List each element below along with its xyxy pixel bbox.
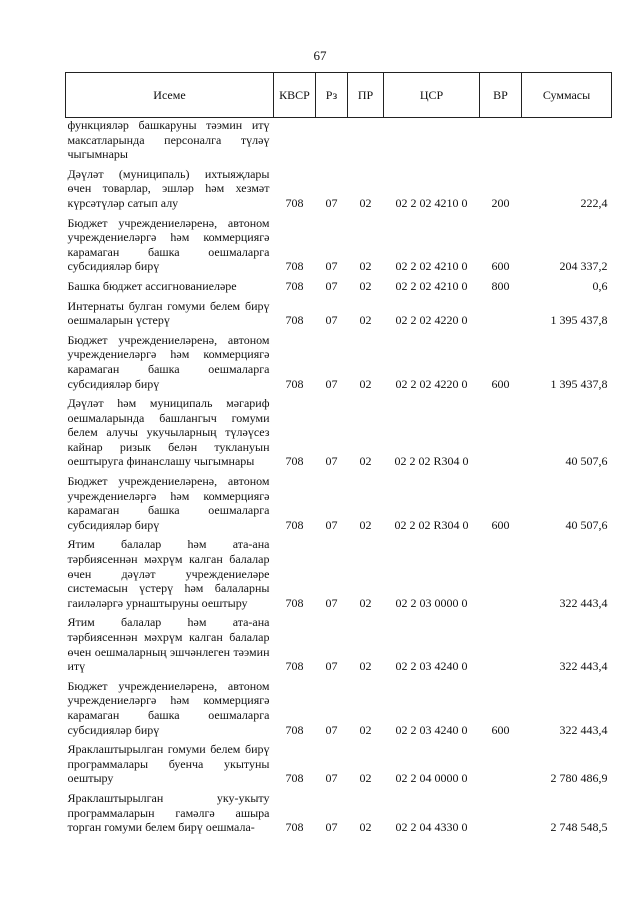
row-vr: 200 — [491, 195, 510, 210]
row-vr — [480, 613, 522, 676]
table-row — [66, 394, 612, 472]
row-kvsr — [274, 118, 316, 165]
row-rz: 07 — [325, 259, 338, 274]
col-header-rz: Рз — [316, 73, 348, 118]
row-name: Интернаты булган гомуми белем бирү оешмаларын үстерү — [67, 298, 270, 328]
row-csr: 02 2 02 4210 0 — [395, 278, 468, 293]
row-kvsr: 708 — [285, 278, 304, 293]
row-name: Бюджет учреждениеләренә, автоном учреждениеләргә һәм коммерциягә карамаган башка оешмаларга субсидияләр бирү — [67, 678, 270, 737]
table-header-row — [66, 73, 612, 118]
row-sum: 1 395 437,8 — [550, 313, 608, 328]
row-pr: 02 — [359, 454, 372, 469]
table-row — [66, 214, 612, 277]
row-csr: 02 2 02 R304 0 — [394, 454, 469, 469]
table-row — [66, 277, 612, 297]
row-name: Яраклаштырылган уку-укыту программаларын гамәлгә ашыра торган гомуми белем бирү оешмала- — [67, 790, 270, 835]
col-header-sum: Суммасы — [522, 73, 612, 118]
row-pr: 02 — [359, 722, 372, 737]
row-vr: 600 — [491, 376, 510, 391]
row-vr — [480, 394, 522, 472]
row-vr: 600 — [491, 259, 510, 274]
table-row — [66, 297, 612, 331]
row-vr — [480, 740, 522, 789]
row-csr: 02 2 02 4220 0 — [395, 313, 468, 328]
table-row — [66, 165, 612, 214]
row-rz: 07 — [325, 595, 338, 610]
row-kvsr: 708 — [285, 517, 304, 532]
row-rz: 07 — [325, 820, 338, 835]
row-pr: 02 — [359, 820, 372, 835]
row-pr: 02 — [359, 259, 372, 274]
row-csr: 02 2 03 4240 0 — [395, 722, 468, 737]
row-kvsr: 708 — [285, 820, 304, 835]
col-header-kvsr: КВСР — [274, 73, 316, 118]
row-name: Ятим балалар һәм ата-ана тәрбиясеннән мәхрүм калган балалар өчен дәүләт учреждениеләре системасын үстерү һәм балаларны гаиләләргә урнаштыруны оештыру — [67, 537, 270, 610]
row-csr: 02 2 02 R304 0 — [394, 517, 469, 532]
row-kvsr: 708 — [285, 771, 304, 786]
table-row — [66, 331, 612, 394]
row-vr — [480, 535, 522, 613]
row-vr — [480, 118, 522, 165]
row-rz: 07 — [325, 278, 338, 293]
row-pr: 02 — [359, 376, 372, 391]
row-kvsr: 708 — [285, 195, 304, 210]
row-pr: 02 — [359, 771, 372, 786]
row-pr: 02 — [359, 659, 372, 674]
row-pr: 02 — [359, 313, 372, 328]
row-kvsr: 708 — [285, 659, 304, 674]
row-pr: 02 — [359, 278, 372, 293]
row-name: Дәүләт һәм муниципаль мәгариф оешмаларында башлангыч гомуми белем алучы укучыларның түләүсез кайнар ризык белән туклануын оештыруга финанслашу чыгымнары — [67, 396, 270, 469]
row-pr: 02 — [359, 517, 372, 532]
row-sum: 322 443,4 — [559, 659, 608, 674]
col-header-pr: ПР — [348, 73, 384, 118]
row-name: Дәүләт (муниципаль) ихтыяҗлары өчен товарлар, эшләр һәм хезмәт күрсәтүләр сатып алу — [67, 166, 270, 210]
row-sum: 222,4 — [580, 195, 608, 210]
row-vr — [480, 297, 522, 331]
row-rz: 07 — [325, 195, 338, 210]
row-name: Бюджет учреждениеләренә, автоном учреждениеләргә һәм коммерциягә карамаган башка оешмаларга субсидияләр бирү — [67, 332, 270, 391]
row-vr: 600 — [491, 517, 510, 532]
row-name: Ятим балалар һәм ата-ана тәрбиясеннән мәхрүм калган балалар өчен оешмаларның эшчәнлеген тәэмин итү — [67, 615, 270, 674]
row-sum: 204 337,2 — [559, 259, 608, 274]
table-row — [66, 613, 612, 676]
row-vr — [480, 789, 522, 838]
row-kvsr: 708 — [285, 722, 304, 737]
row-name: Яраклаштырылган гомуми белем бирү программалары буенча укытуны оештыру — [67, 742, 270, 786]
row-csr: 02 2 02 4210 0 — [395, 195, 468, 210]
budget-table — [65, 72, 612, 838]
row-pr: 02 — [359, 595, 372, 610]
row-sum: 322 443,4 — [559, 595, 608, 610]
row-pr — [348, 118, 384, 165]
row-sum: 0,6 — [592, 278, 608, 293]
row-csr: 02 2 03 0000 0 — [395, 595, 468, 610]
row-sum: 1 395 437,8 — [550, 376, 608, 391]
row-name: Башка бюджет ассигнованиеләре — [67, 278, 237, 293]
page-number: 67 — [313, 48, 327, 63]
row-sum: 40 507,6 — [565, 454, 608, 469]
row-kvsr: 708 — [285, 259, 304, 274]
col-header-csr: ЦСР — [384, 73, 480, 118]
table-row — [66, 789, 612, 838]
row-name: функцияләр башкаруны тәэмин итү максатларында персоналга түләү чыгымнары — [67, 118, 270, 162]
row-rz: 07 — [325, 376, 338, 391]
table-row — [66, 677, 612, 740]
row-rz: 07 — [325, 517, 338, 532]
table-row — [66, 740, 612, 789]
row-vr: 600 — [491, 722, 510, 737]
row-csr — [384, 118, 480, 165]
row-pr: 02 — [359, 195, 372, 210]
row-csr: 02 2 04 0000 0 — [395, 771, 468, 786]
col-header-name: Исеме — [66, 73, 274, 118]
row-rz — [316, 118, 348, 165]
row-rz: 07 — [325, 659, 338, 674]
row-sum: 2 748 548,5 — [550, 820, 608, 835]
row-csr: 02 2 02 4210 0 — [395, 259, 468, 274]
col-header-vr: ВР — [480, 73, 522, 118]
row-sum: 2 780 486,9 — [550, 771, 608, 786]
row-sum: 322 443,4 — [559, 722, 608, 737]
row-rz: 07 — [325, 771, 338, 786]
table-row — [66, 535, 612, 613]
row-kvsr: 708 — [285, 376, 304, 391]
row-name: Бюджет учреждениеләренә, автоном учреждениеләргә һәм коммерциягә карамаган башка оешмаларга субсидияләр бирү — [67, 215, 270, 274]
row-csr: 02 2 03 4240 0 — [395, 659, 468, 674]
row-sum: 40 507,6 — [565, 517, 608, 532]
row-rz: 07 — [325, 454, 338, 469]
row-rz: 07 — [325, 722, 338, 737]
row-kvsr: 708 — [285, 595, 304, 610]
row-sum — [522, 118, 612, 165]
row-kvsr: 708 — [285, 454, 304, 469]
row-csr: 02 2 02 4220 0 — [395, 376, 468, 391]
row-kvsr: 708 — [285, 313, 304, 328]
row-csr: 02 2 04 4330 0 — [395, 820, 468, 835]
row-rz: 07 — [325, 313, 338, 328]
row-name: Бюджет учреждениеләренә, автоном учреждениеләргә һәм коммерциягә карамаган башка оешмаларга субсидияләр бирү — [67, 474, 270, 532]
table-row — [66, 118, 612, 165]
row-vr: 800 — [491, 278, 510, 293]
table-row — [66, 472, 612, 535]
